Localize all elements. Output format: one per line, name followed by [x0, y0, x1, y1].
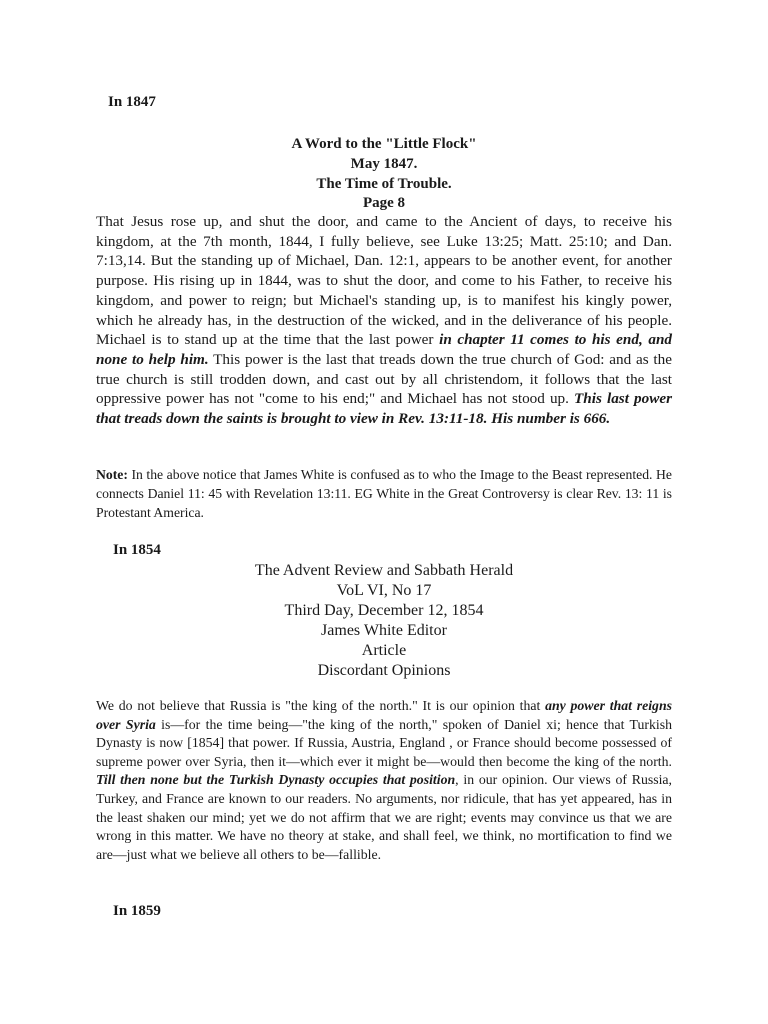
paragraph-1854 — [96, 697, 672, 864]
editor-line: James White Editor — [321, 622, 447, 639]
emphasis-text: Till then none but the Turkish Dynasty occupies that position — [96, 772, 456, 788]
emphasis-text: in chapter 11 comes to his end, and none to help him. — [96, 331, 672, 368]
page-reference: Page 8 — [362, 195, 406, 211]
volume-number: VoL VI, No 17 — [336, 582, 432, 599]
note-text: In the above notice that James White is confused as to who the Image to the Beast represented. He connects Daniel 11: 45 with Revelation 13:11. EG White in the Great Controversy is clear Rev. 13: 11 is Protestant America. — [96, 467, 672, 520]
issue-date: Third Day, December 12, 1854 — [284, 602, 484, 619]
note-paragraph — [96, 466, 672, 522]
paragraph-text: This power is the last that treads down the true church of God: and as the true church is still trodden down, and cast out by all christendom, it follows that the last oppressive power has not "come to his end;" and Michael has not stood up. — [96, 350, 672, 408]
emphasis-text: This last power that treads down the saints is brought to view in Rev. 13:11-18. His number is 666. — [96, 390, 672, 428]
paragraph-text: We do not believe that Russia is "the king of the north." It is our opinion that — [96, 698, 546, 713]
note-label: Note: — [96, 467, 128, 482]
paragraph-text: , in our opinion. Our views of Russia, Turkey, and France are known to our readers. No arguments, nor ridicule, that has yet appeared, has in the least shaken our mind; yet we do not affirm that we are right; events may convince us that we are wrong in this matter. We have no theory at stake, and shall feel, we think, no mortification to find we are—just what we believe all others to be—fallible. — [96, 772, 672, 862]
section-year-1859: In 1859 — [113, 903, 161, 919]
section-year-1847: In 1847 — [108, 94, 156, 110]
paragraph-text: That Jesus rose up, and shut the door, and came to the Ancient of days, to receive his kingdom, at the 7th month, 1844, I fully believe, see Luke 13:25; Matt. 25:10; and Dan. 7:13,14. But the standing up of Michael, Dan. 12:1, appears to be another event, for another purpose. His rising up in 1844, was to shut the door, and come to his Father, to receive his kingdom, and power to reign; but Michael's standing up, is to manifest his kingly power, which he already has, in the destruction of the wicked, and in the deliverance of his people. Michael is to stand up at the time that the last power — [96, 213, 672, 349]
section-year-1854: In 1854 — [113, 542, 161, 558]
article-date: May 1847. — [350, 156, 418, 172]
emphasis-text: any power that reigns over Syria — [96, 698, 672, 732]
article-label: Article — [361, 642, 407, 659]
paragraph-1847 — [96, 212, 672, 429]
paragraph-text: is—for the time being—"the king of the north," spoken of Daniel xi; hence that Turkish Dynasty is now [1854] that power. If Russia, Austria, England , or France should become possessed of supreme power over Syria, then it—which ever it might be—would then become the king of the north. — [96, 716, 672, 769]
periodical-title: The Advent Review and Sabbath Herald — [254, 562, 514, 579]
article-title: A Word to the "Little Flock" — [291, 136, 477, 152]
article-subtitle: The Time of Trouble. — [316, 176, 452, 192]
article-name: Discordant Opinions — [317, 662, 451, 679]
